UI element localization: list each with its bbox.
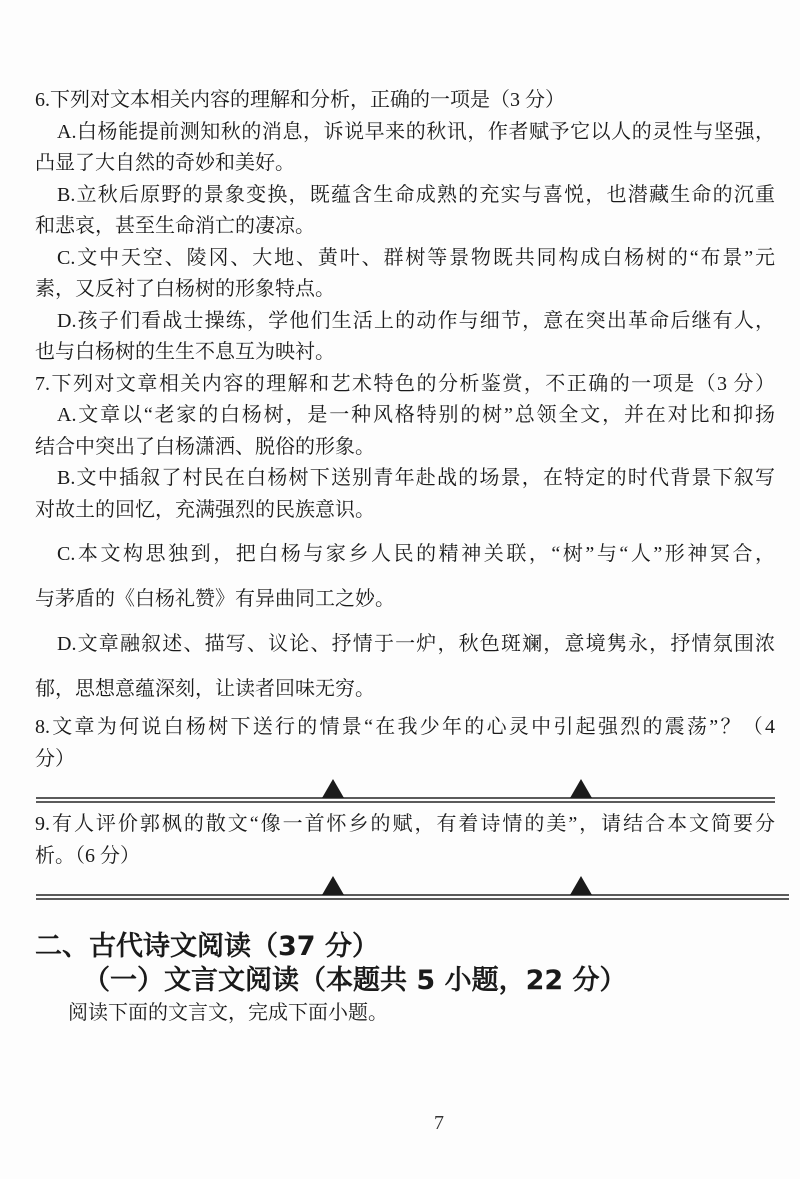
question-7-option-a-line-2: 结合中突出了白杨潇洒、脱俗的形象。 [35,435,375,458]
question-7-option-d-line-1: D.文章融叙述、描写、议论、抒情于一炉，秋色斑斓，意境隽永，抒情氛围浓 [57,633,775,655]
answer-marker-row-2 [35,875,775,894]
triangle-marker-icon [322,779,344,798]
subsection-heading: （一）文言文阅读（本题共 5 小题，22 分） [83,965,627,996]
page-number: 7 [434,1112,444,1134]
question-7-option-b-line-2: 对故土的回忆，充满强烈的民族意识。 [35,498,375,521]
triangle-marker-icon [570,779,592,798]
answer-separator-rule-2 [36,894,789,900]
answer-separator-rule-1 [36,797,775,803]
question-6-stem: 6.下列对文本相关内容的理解和分析，正确的一项是（3 分） [35,89,565,111]
question-6-option-d-line-2: 也与白杨树的生生不息互为映衬。 [35,341,335,363]
question-7-stem: 7.下列对文章相关内容的理解和艺术特色的分析鉴赏，不正确的一项是（3 分） [35,372,775,395]
triangle-marker-icon [322,876,344,895]
question-7-option-b-line-1: B.文中插叙了村民在白杨树下送别青年赴战的场景，在特定的时代背景下叙写 [57,467,775,489]
question-7-option-d-line-2: 郁，思想意蕴深刻，让读者回味无穷。 [35,678,375,700]
reading-instruction: 阅读下面的文言文，完成下面小题。 [68,1002,388,1024]
question-6-option-c-line-2: 素，又反衬了白杨树的形象特点。 [35,278,335,300]
question-8-line-1: 8.文章为何说白杨树下送行的情景“在我少年的心灵中引起强烈的震荡”？（4 [35,716,775,738]
section-heading: 二、古代诗文阅读（37 分） [35,931,379,962]
question-6-option-b-line-1: B.立秋后原野的景象变换，既蕴含生命成熟的充实与喜悦，也潜藏生命的沉重 [57,183,775,206]
question-6-option-d-line-1: D.孩子们看战士操练，学他们生活上的动作与细节，意在突出革命后继有人， [57,309,775,332]
answer-marker-row-1 [35,778,775,797]
question-6-option-c-line-1: C.文中天空、陵冈、大地、黄叶、群树等景物既共同构成白杨树的“布景”元 [57,246,775,269]
question-6-option-a-line-2: 凸显了大自然的奇妙和美好。 [35,152,295,174]
question-6-option-b-line-2: 和悲哀，甚至生命消亡的凄凉。 [35,215,315,237]
triangle-marker-icon [570,876,592,895]
question-7-option-c-line-1: C.本文构思独到，把白杨与家乡人民的精神关联，“树”与“人”形神冥合， [57,543,775,565]
question-7-option-c-line-2: 与茅盾的《白杨礼赞》有异曲同工之妙。 [35,588,395,610]
question-9-line-1: 9.有人评价郭枫的散文“像一首怀乡的赋，有着诗情的美”，请结合本文简要分 [35,813,775,835]
question-7-option-a-line-1: A.文章以“老家的白杨树，是一种风格特别的树”总领全文，并在对比和抑扬 [57,404,775,426]
question-9-line-2: 析。（6 分） [35,844,140,867]
question-6-option-a-line-1: A.白杨能提前测知秋的消息，诉说早来的秋讯，作者赋予它以人的灵性与坚强， [57,120,775,143]
document-body [35,85,775,1028]
question-8-line-2: 分） [35,747,75,770]
